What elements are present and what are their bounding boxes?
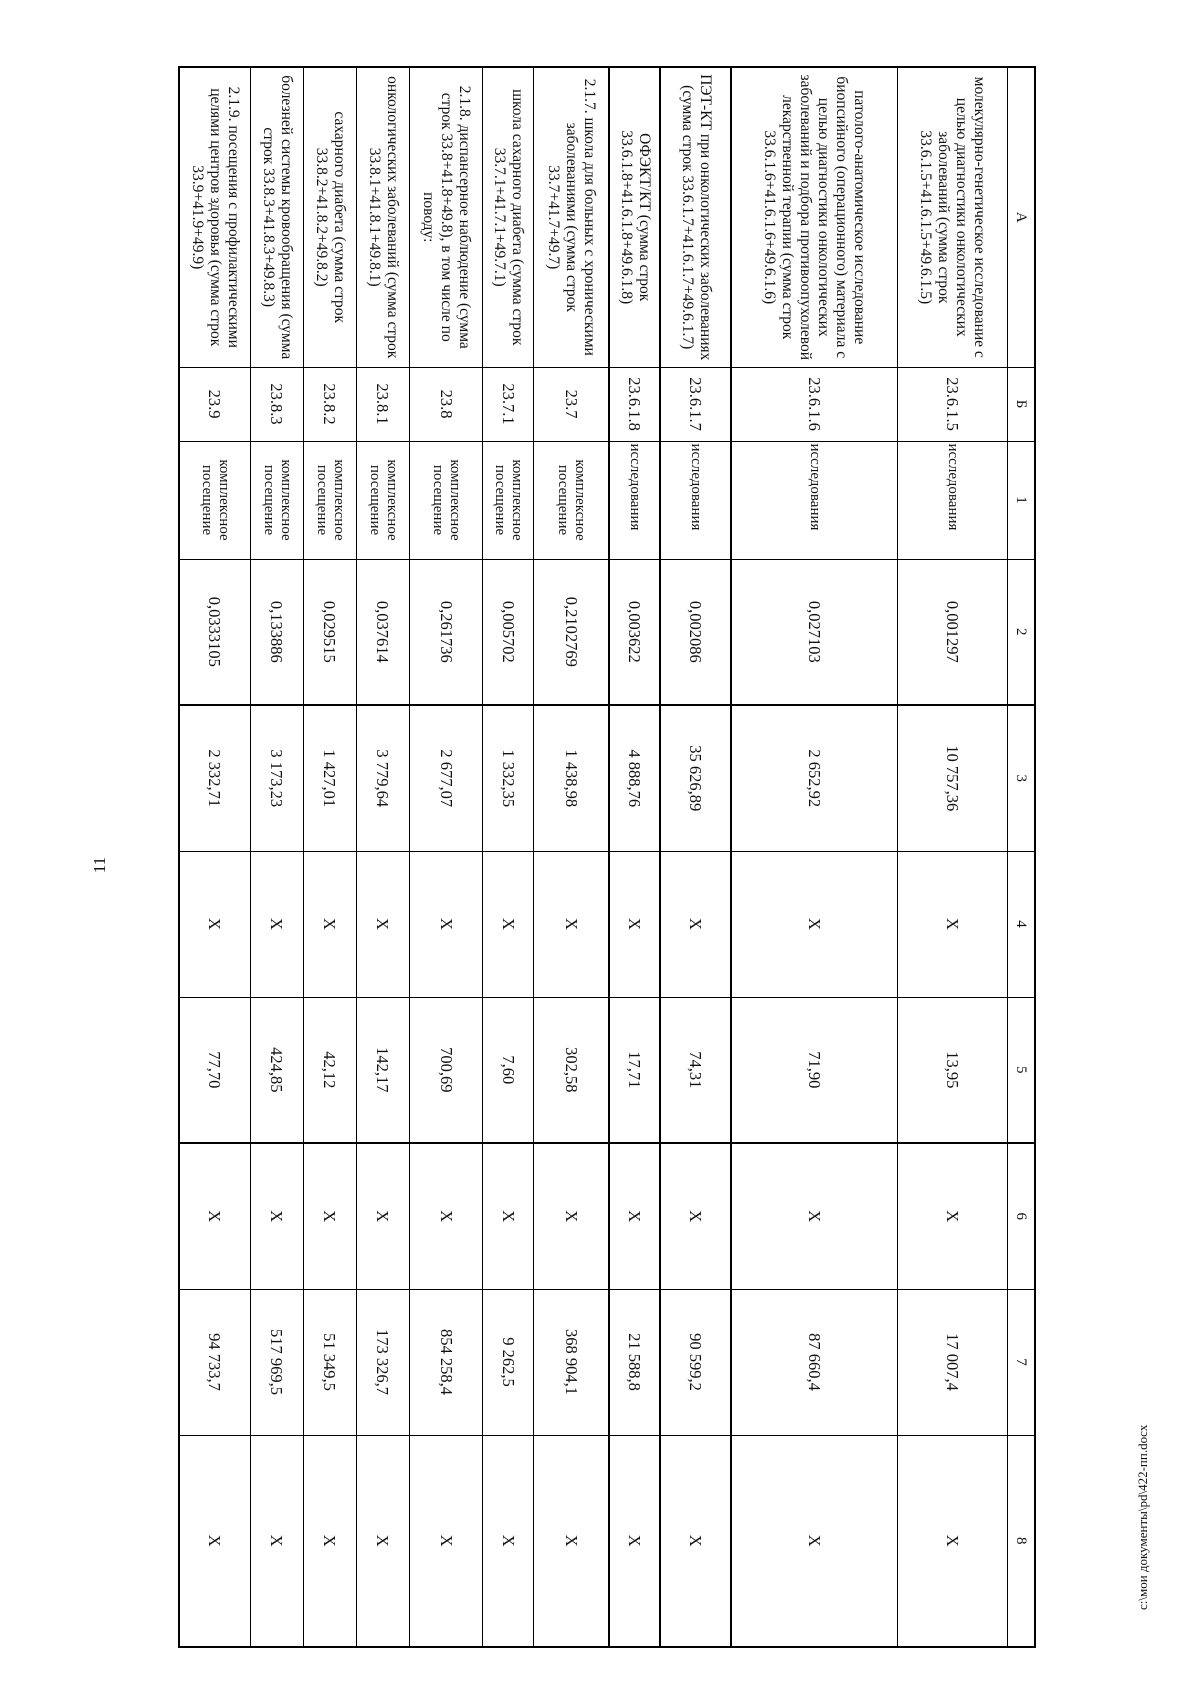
- cell-name: онкологических заболеваний (сумма строк 33.8.1+41.8.1+49.8.1): [356, 67, 409, 367]
- cell-c3: 1 427,01: [303, 705, 356, 851]
- table-row: [409, 67, 483, 1647]
- cell-c5: 74,31: [660, 997, 731, 1143]
- column-header-4: 3: [1008, 705, 1036, 851]
- cell-c6: Х: [409, 1143, 483, 1289]
- cell-unit: комплексное посещение: [533, 441, 609, 559]
- cell-c8: Х: [660, 1435, 731, 1647]
- cell-code: 23.8.3: [250, 367, 303, 441]
- cell-c6: Х: [533, 1143, 609, 1289]
- cell-c3: 4 888,76: [609, 705, 660, 851]
- cell-unit: комплексное посещение: [356, 441, 409, 559]
- cell-c5: 13,95: [897, 997, 1007, 1143]
- cell-c7: 854 258,4: [409, 1289, 483, 1435]
- cell-c2: 0,2102769: [533, 559, 609, 705]
- cell-c6: Х: [660, 1143, 731, 1289]
- column-header-0: А: [1008, 67, 1036, 367]
- table-row: [303, 67, 356, 1647]
- cell-name: 2.1.8. диспансерное наблюдение (сумма строк 33.8+41.8+49.8), в том числе по поводу:: [409, 67, 483, 367]
- cell-c4: Х: [609, 851, 660, 997]
- cell-c3: 2 677,07: [409, 705, 483, 851]
- table-row: [897, 67, 1007, 1647]
- cell-c8: Х: [303, 1435, 356, 1647]
- cell-c7: 9 262,5: [483, 1289, 534, 1435]
- cell-c4: Х: [250, 851, 303, 997]
- column-header-5: 4: [1008, 851, 1036, 997]
- cell-unit: комплексное посещение: [483, 441, 534, 559]
- cell-c6: Х: [483, 1143, 534, 1289]
- column-header-7: 6: [1008, 1143, 1036, 1289]
- cell-c6: Х: [356, 1143, 409, 1289]
- cell-code: 23.9: [179, 367, 250, 441]
- cell-c2: 0,0333105: [179, 559, 250, 705]
- cell-c2: 0,261736: [409, 559, 483, 705]
- cell-c4: Х: [533, 851, 609, 997]
- cell-c3: 1 438,98: [533, 705, 609, 851]
- cell-c2: 0,029515: [303, 559, 356, 705]
- cell-c4: Х: [897, 851, 1007, 997]
- cell-c3: 35 626,89: [660, 705, 731, 851]
- cost-standards-table: [178, 66, 1036, 1648]
- cell-c8: Х: [731, 1435, 897, 1647]
- table-row: [356, 67, 409, 1647]
- cell-c8: Х: [609, 1435, 660, 1647]
- cell-name: школа сахарного диабета (сумма строк 33.7.1+41.7.1+49.7.1): [483, 67, 534, 367]
- cell-code: 23.6.1.5: [897, 367, 1007, 441]
- cell-c3: 1 332,35: [483, 705, 534, 851]
- cell-c4: Х: [483, 851, 534, 997]
- cell-c2: 0,037614: [356, 559, 409, 705]
- table-row: [533, 67, 609, 1647]
- table-row: [483, 67, 534, 1647]
- table-row: [179, 67, 250, 1647]
- cell-c2: 0,003622: [609, 559, 660, 705]
- table-row: [250, 67, 303, 1647]
- cell-c7: 21 588,8: [609, 1289, 660, 1435]
- cell-c4: Х: [179, 851, 250, 997]
- column-header-8: 7: [1008, 1289, 1036, 1435]
- cell-unit: исследования: [897, 441, 1007, 559]
- cell-c5: 7,60: [483, 997, 534, 1143]
- cell-name: ОФЭКТ/КТ (сумма строк 33.6.1.8+41.6.1.8+49.6.1.8): [609, 67, 660, 367]
- header-row: [1008, 67, 1036, 1647]
- cell-code: 23.8: [409, 367, 483, 441]
- cell-c7: 368 904,1: [533, 1289, 609, 1435]
- column-header-1: Б: [1008, 367, 1036, 441]
- cell-unit: комплексное посещение: [179, 441, 250, 559]
- cell-code: 23.6.1.8: [609, 367, 660, 441]
- table-row: [609, 67, 660, 1647]
- cell-unit: исследования: [609, 441, 660, 559]
- cell-unit: комплексное посещение: [303, 441, 356, 559]
- cell-c6: Х: [897, 1143, 1007, 1289]
- document-table-rotated: [178, 66, 1036, 1646]
- cell-unit: комплексное посещение: [250, 441, 303, 559]
- cell-c3: 3 173,23: [250, 705, 303, 851]
- cell-unit: исследования: [660, 441, 731, 559]
- column-header-9: 8: [1008, 1435, 1036, 1647]
- cell-c5: 17,71: [609, 997, 660, 1143]
- cell-code: 23.8.2: [303, 367, 356, 441]
- table-row: [731, 67, 897, 1647]
- cell-c6: Х: [303, 1143, 356, 1289]
- cell-c4: Х: [731, 851, 897, 997]
- page-number: 11: [90, 856, 109, 874]
- cell-c7: 517 969,5: [250, 1289, 303, 1435]
- cell-c4: Х: [356, 851, 409, 997]
- cell-c8: Х: [897, 1435, 1007, 1647]
- cell-c7: 94 733,7: [179, 1289, 250, 1435]
- column-header-2: 1: [1008, 441, 1036, 559]
- cell-name: патолого-анатомическое исследование биопсийного (операционного) материала с целью диагностики онкологических заболеваний и подбора противоопухолевой лекарственной терапии (сумма строк 33.6.1.6+41.6.1.6+49.6.1.6): [731, 67, 897, 367]
- cell-c7: 87 660,4: [731, 1289, 897, 1435]
- cell-c8: Х: [409, 1435, 483, 1647]
- cell-c8: Х: [250, 1435, 303, 1647]
- cell-code: 23.7.1: [483, 367, 534, 441]
- cell-c3: 3 779,64: [356, 705, 409, 851]
- cell-c7: 173 326,7: [356, 1289, 409, 1435]
- cell-c4: Х: [409, 851, 483, 997]
- cell-c2: 0,133886: [250, 559, 303, 705]
- cell-c5: 142,17: [356, 997, 409, 1143]
- cell-name: сахарного диабета (сумма строк 33.8.2+41.8.2+49.8.2): [303, 67, 356, 367]
- cell-c7: 51 349,5: [303, 1289, 356, 1435]
- cell-c4: Х: [303, 851, 356, 997]
- cell-c2: 0,001297: [897, 559, 1007, 705]
- cell-c5: 424,85: [250, 997, 303, 1143]
- cell-c3: 10 757,36: [897, 705, 1007, 851]
- cell-name: 2.1.9. посещения с профилактическими целями центров здоровья (сумма строк 33.9+41.9+49.9): [179, 67, 250, 367]
- table-body: [179, 67, 1008, 1647]
- table-row: [660, 67, 731, 1647]
- cell-code: 23.7: [533, 367, 609, 441]
- cell-c2: 0,005702: [483, 559, 534, 705]
- cell-c6: Х: [609, 1143, 660, 1289]
- cell-code: 23.8.1: [356, 367, 409, 441]
- cell-c3: 2 652,92: [731, 705, 897, 851]
- cell-c6: Х: [250, 1143, 303, 1289]
- cell-code: 23.6.1.6: [731, 367, 897, 441]
- column-header-6: 5: [1008, 997, 1036, 1143]
- cell-name: 2.1.7. школа для больных с хроническими заболеваниями (сумма строк 33.7+41.7+49.7): [533, 67, 609, 367]
- cell-unit: комплексное посещение: [409, 441, 483, 559]
- column-header-3: 2: [1008, 559, 1036, 705]
- footer-file-path: c:\мои документы\pd\422-пп.docx: [1135, 1424, 1150, 1610]
- cell-c5: 42,12: [303, 997, 356, 1143]
- cell-c5: 77,70: [179, 997, 250, 1143]
- cell-name: болезней системы кровообращения (сумма строк 33.8.3+41.8.3+49.8.3): [250, 67, 303, 367]
- cell-c6: Х: [179, 1143, 250, 1289]
- cell-c2: 0,002086: [660, 559, 731, 705]
- cell-c4: Х: [660, 851, 731, 997]
- cell-c8: Х: [356, 1435, 409, 1647]
- cell-c5: 71,90: [731, 997, 897, 1143]
- cell-c8: Х: [533, 1435, 609, 1647]
- cell-c8: Х: [483, 1435, 534, 1647]
- cell-code: 23.6.1.7: [660, 367, 731, 441]
- cell-c3: 2 332,71: [179, 705, 250, 851]
- cell-c5: 302,58: [533, 997, 609, 1143]
- cell-c8: Х: [179, 1435, 250, 1647]
- cell-c7: 17 007,4: [897, 1289, 1007, 1435]
- cell-unit: исследования: [731, 441, 897, 559]
- cell-name: молекулярно-генетическое исследование с целью диагностики онкологических заболеваний (сумма строк 33.6.1.5+41.6.1.5+49.6.1.5): [897, 67, 1007, 367]
- cell-c2: 0,027103: [731, 559, 897, 705]
- cell-name: ПЭТ-КТ при онкологических заболеваниях (сумма строк 33.6.1.7+41.6.1.7+49.6.1.7): [660, 67, 731, 367]
- cell-c7: 90 599,2: [660, 1289, 731, 1435]
- cell-c6: Х: [731, 1143, 897, 1289]
- cell-c5: 700,69: [409, 997, 483, 1143]
